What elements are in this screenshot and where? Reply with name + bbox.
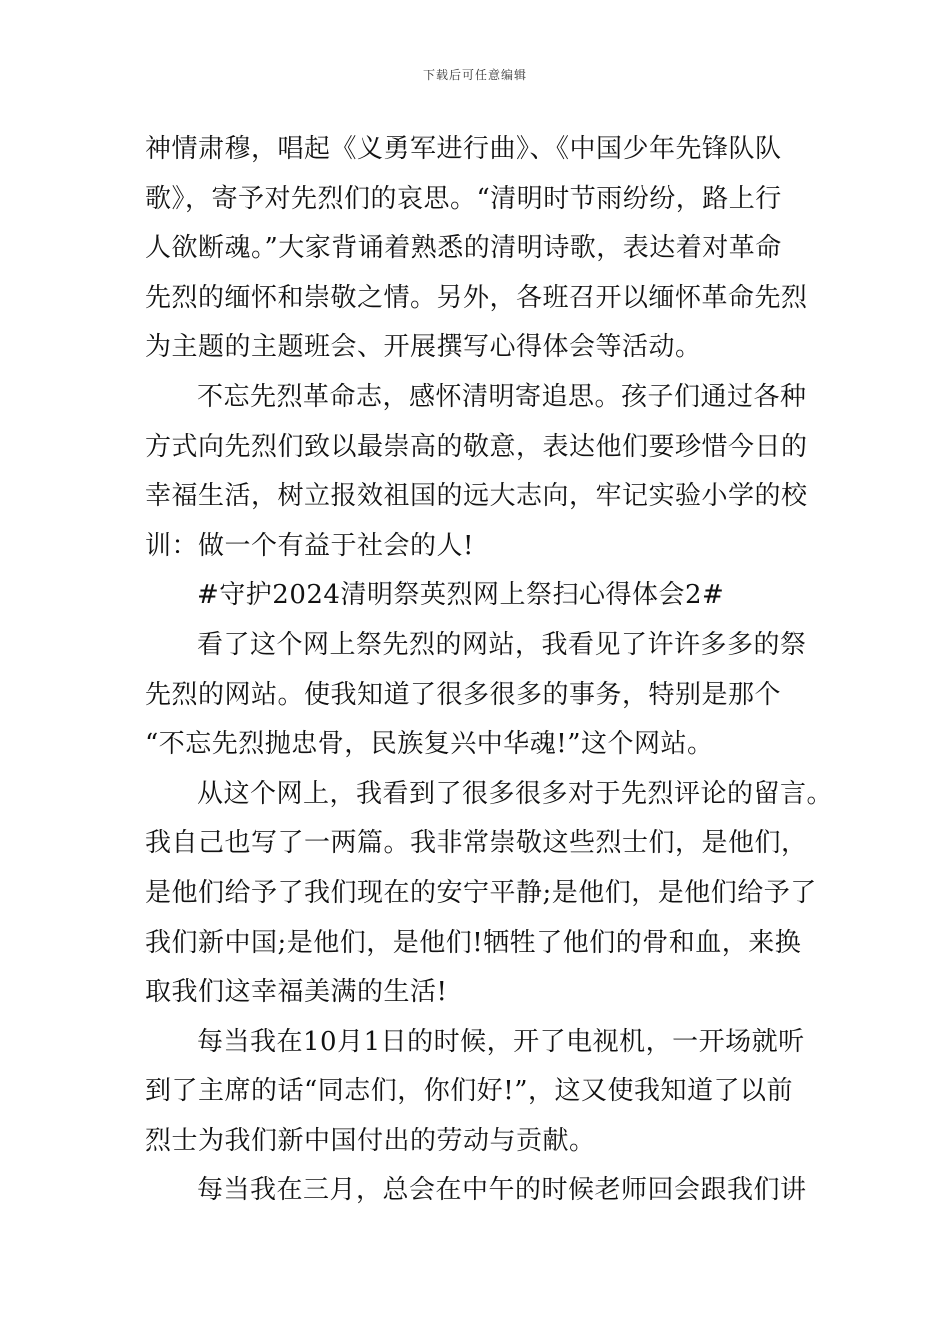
text-line: 烈士为我们新中国付出的劳动与贡献。 bbox=[145, 1125, 596, 1156]
paragraph-start: 从这个网上，我看到了很多很多对于先烈评论的留言。 bbox=[197, 778, 834, 809]
section-heading: #守护2024清明祭英烈网上祭扫心得体会2# bbox=[197, 580, 725, 611]
text-line: 先烈的缅怀和崇敬之情。另外，各班召开以缅怀革命先烈 bbox=[145, 282, 808, 313]
text-line: 先烈的网站。使我知道了很多很多的事务，特别是那个 bbox=[145, 679, 782, 710]
paragraph-start: 看了这个网上祭先烈的网站，我看见了许许多多的祭 bbox=[197, 629, 807, 660]
page-header: 下载后可任意编辑 bbox=[422, 68, 527, 82]
paragraph-start: 每当我在10月1日的时候，开了电视机，一开场就听 bbox=[197, 1026, 805, 1057]
text-line: 幸福生活，树立报效祖国的远大志向，牢记实验小学的校 bbox=[145, 481, 808, 512]
text-line: 是他们给予了我们现在的安宁平静;是他们，是他们给予了 bbox=[145, 877, 817, 908]
paragraph-start: 每当我在三月，总会在中午的时候老师回会跟我们讲 bbox=[197, 1175, 807, 1206]
paragraph-start: 不忘先烈革命志，感怀清明寄追思。孩子们通过各种 bbox=[197, 381, 807, 412]
text-line: 神情肃穆，唱起《义勇军进行曲》、《中国少年先锋队队 bbox=[145, 134, 782, 164]
text-line: 人欲断魂。”大家背诵着熟悉的清明诗歌，表达着对革命 bbox=[145, 233, 782, 264]
text-line: 为主题的主题班会、开展撰写心得体会等活动。 bbox=[145, 332, 702, 363]
text-line: 歌》，寄予对先烈们的哀思。“清明时节雨纷纷，路上行 bbox=[145, 183, 782, 214]
text-line: 到了主席的话“同志们，你们好!”，这又使我知道了以前 bbox=[145, 1076, 794, 1107]
text-line: 我自己也写了一两篇。我非常崇敬这些烈士们，是他们， bbox=[145, 828, 808, 859]
text-line: 我们新中国;是他们，是他们!牺牲了他们的骨和血，来换 bbox=[145, 927, 802, 958]
text-line: “不忘先烈抛忠骨，民族复兴中华魂!”这个网站。 bbox=[145, 729, 714, 760]
text-line: 取我们这幸福美满的生活! bbox=[145, 977, 448, 1008]
text-line: 训：做一个有益于社会的人! bbox=[145, 530, 474, 561]
document-body bbox=[145, 125, 834, 1216]
text-line: 方式向先烈们致以最崇高的敬意，表达他们要珍惜今日的 bbox=[145, 431, 808, 462]
